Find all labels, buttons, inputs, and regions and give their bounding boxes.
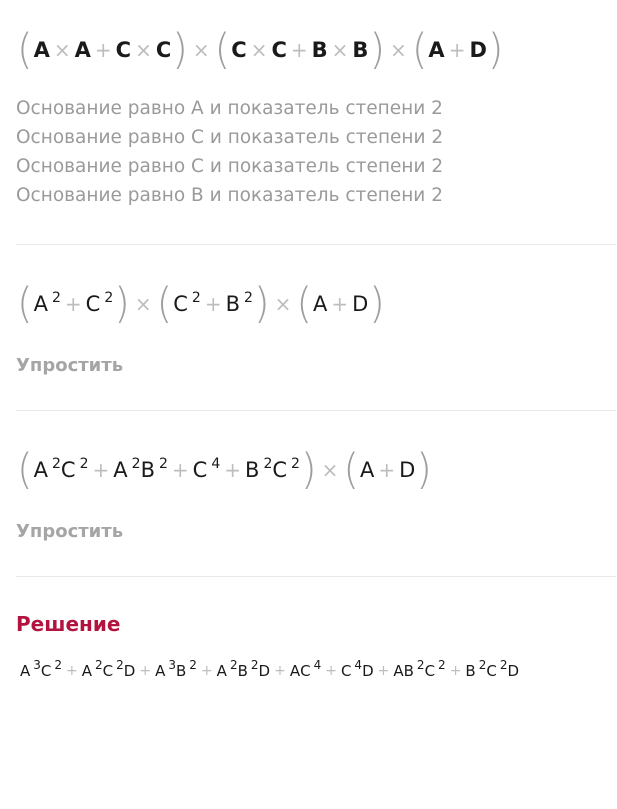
term-d: D bbox=[258, 662, 271, 680]
term-a: A bbox=[312, 292, 328, 316]
exponent: 2 bbox=[131, 456, 141, 472]
term-d: D bbox=[352, 292, 369, 316]
plus-op: + bbox=[171, 458, 189, 482]
open-paren: ( bbox=[17, 445, 33, 495]
term-a: A bbox=[33, 458, 48, 482]
close-paren: ) bbox=[369, 25, 386, 75]
exponent: 2 bbox=[191, 290, 201, 306]
term-c: C bbox=[85, 292, 101, 316]
times-op: × bbox=[390, 38, 407, 62]
term-a: A bbox=[428, 38, 445, 62]
step2-expression bbox=[16, 279, 386, 329]
close-paren: ) bbox=[253, 279, 270, 329]
term-a: A bbox=[33, 292, 48, 316]
term-c: C bbox=[40, 662, 52, 680]
times-op: × bbox=[53, 38, 71, 62]
exponent: 3 bbox=[33, 658, 41, 672]
explanation-line: Основание равно B и показатель степени 2 bbox=[16, 185, 443, 206]
explanation-line: Основание равно C и показатель степени 2 bbox=[16, 127, 444, 148]
term-c: C bbox=[340, 662, 352, 680]
term-c: C bbox=[60, 458, 76, 482]
term-d: D bbox=[507, 662, 520, 680]
term-b: B bbox=[225, 292, 241, 316]
plus-op: + bbox=[94, 38, 112, 62]
open-paren: ( bbox=[17, 279, 33, 329]
plus-op: + bbox=[448, 38, 466, 62]
term-b: B bbox=[237, 662, 248, 680]
close-paren: ) bbox=[487, 25, 504, 75]
exponent: 4 bbox=[354, 658, 363, 672]
open-paren: ( bbox=[156, 279, 173, 329]
open-paren: ( bbox=[411, 25, 428, 75]
term-c: C bbox=[155, 38, 172, 62]
close-paren: ) bbox=[369, 279, 385, 329]
close-paren: ) bbox=[172, 25, 188, 75]
plus-op: + bbox=[204, 292, 222, 316]
plus-op: + bbox=[66, 663, 78, 679]
open-paren: ( bbox=[17, 25, 33, 75]
term-a: A bbox=[359, 458, 375, 482]
open-paren: ( bbox=[343, 445, 359, 495]
exponent: 2 bbox=[116, 658, 124, 672]
plus-op: + bbox=[64, 292, 82, 316]
term-c: C bbox=[192, 458, 208, 482]
term-c: C bbox=[271, 38, 287, 62]
term-b: B bbox=[403, 662, 414, 680]
step3-expression bbox=[16, 445, 433, 495]
plus-op: + bbox=[224, 458, 242, 482]
term-d: D bbox=[362, 662, 374, 680]
term-c: C bbox=[272, 458, 288, 482]
term-d: D bbox=[123, 662, 136, 680]
exponent: 2 bbox=[95, 658, 103, 672]
explanation-line: Основание равно A и показатель степени 2 bbox=[16, 98, 443, 119]
term-b: B bbox=[465, 662, 476, 680]
plus-op: + bbox=[331, 292, 349, 316]
simplify-label: Упростить bbox=[16, 521, 124, 542]
term-a: A bbox=[155, 662, 166, 680]
exponent: 4 bbox=[313, 658, 322, 672]
times-op: × bbox=[134, 292, 152, 316]
term-a: A bbox=[33, 38, 50, 62]
exponent: 3 bbox=[168, 658, 176, 672]
plus-op: + bbox=[377, 663, 390, 679]
term-b: B bbox=[245, 458, 260, 482]
plus-op: + bbox=[290, 38, 308, 62]
exponent: 2 bbox=[478, 658, 487, 672]
exponent: 2 bbox=[51, 456, 61, 472]
exponent: 2 bbox=[499, 658, 508, 672]
term-a: A bbox=[393, 662, 404, 680]
term-a: A bbox=[20, 662, 31, 680]
term-a: A bbox=[81, 662, 93, 680]
solution-title: Решение bbox=[16, 612, 121, 636]
term-b: B bbox=[140, 458, 155, 482]
term-a: A bbox=[216, 662, 227, 680]
exponent: 2 bbox=[263, 456, 273, 472]
times-op: × bbox=[274, 292, 292, 316]
plus-op: + bbox=[274, 663, 286, 679]
times-op: × bbox=[192, 38, 210, 62]
close-paren: ) bbox=[416, 445, 432, 495]
term-c: C bbox=[300, 662, 311, 680]
term-c: C bbox=[231, 38, 247, 62]
term-a: A bbox=[74, 38, 91, 62]
solution-expression bbox=[20, 658, 520, 680]
exponent: 2 bbox=[438, 658, 446, 672]
term-d: D bbox=[469, 38, 487, 62]
exponent: 2 bbox=[250, 658, 259, 672]
exponent: 2 bbox=[104, 290, 114, 306]
times-op: × bbox=[250, 38, 268, 62]
plus-op: + bbox=[92, 458, 110, 482]
exponent: 2 bbox=[54, 658, 63, 672]
term-c: C bbox=[115, 38, 132, 62]
original-expression bbox=[16, 25, 505, 75]
plus-op: + bbox=[378, 458, 396, 482]
divider bbox=[16, 576, 616, 577]
plus-op: + bbox=[200, 663, 213, 679]
exponent: 4 bbox=[211, 456, 221, 472]
times-op: × bbox=[331, 38, 349, 62]
exponent: 2 bbox=[229, 658, 238, 672]
simplify-label: Упростить bbox=[16, 355, 124, 376]
exponent: 2 bbox=[51, 290, 61, 306]
close-paren: ) bbox=[114, 279, 130, 329]
plus-op: + bbox=[325, 663, 337, 679]
term-a: A bbox=[113, 458, 128, 482]
term-b: B bbox=[176, 662, 187, 680]
times-op: × bbox=[321, 458, 339, 482]
term-c: C bbox=[424, 662, 436, 680]
divider bbox=[16, 244, 616, 245]
term-c: C bbox=[102, 662, 114, 680]
term-c: C bbox=[486, 662, 497, 680]
term-b: B bbox=[352, 38, 369, 62]
plus-op: + bbox=[449, 663, 462, 679]
exponent: 2 bbox=[158, 456, 168, 472]
term-d: D bbox=[399, 458, 416, 482]
close-paren: ) bbox=[300, 445, 317, 495]
open-paren: ( bbox=[296, 279, 312, 329]
explanation-list bbox=[16, 94, 443, 210]
exponent: 2 bbox=[291, 456, 300, 472]
exponent: 2 bbox=[244, 290, 253, 306]
term-a: A bbox=[289, 662, 301, 680]
exponent: 2 bbox=[189, 658, 197, 672]
exponent: 2 bbox=[79, 456, 89, 472]
term-c: C bbox=[173, 292, 188, 316]
term-b: B bbox=[311, 38, 328, 62]
times-op: × bbox=[135, 38, 152, 62]
divider bbox=[16, 410, 616, 411]
plus-op: + bbox=[139, 663, 152, 679]
explanation-line: Основание равно C и показатель степени 2 bbox=[16, 156, 444, 177]
open-paren: ( bbox=[214, 25, 231, 75]
exponent: 2 bbox=[416, 658, 425, 672]
